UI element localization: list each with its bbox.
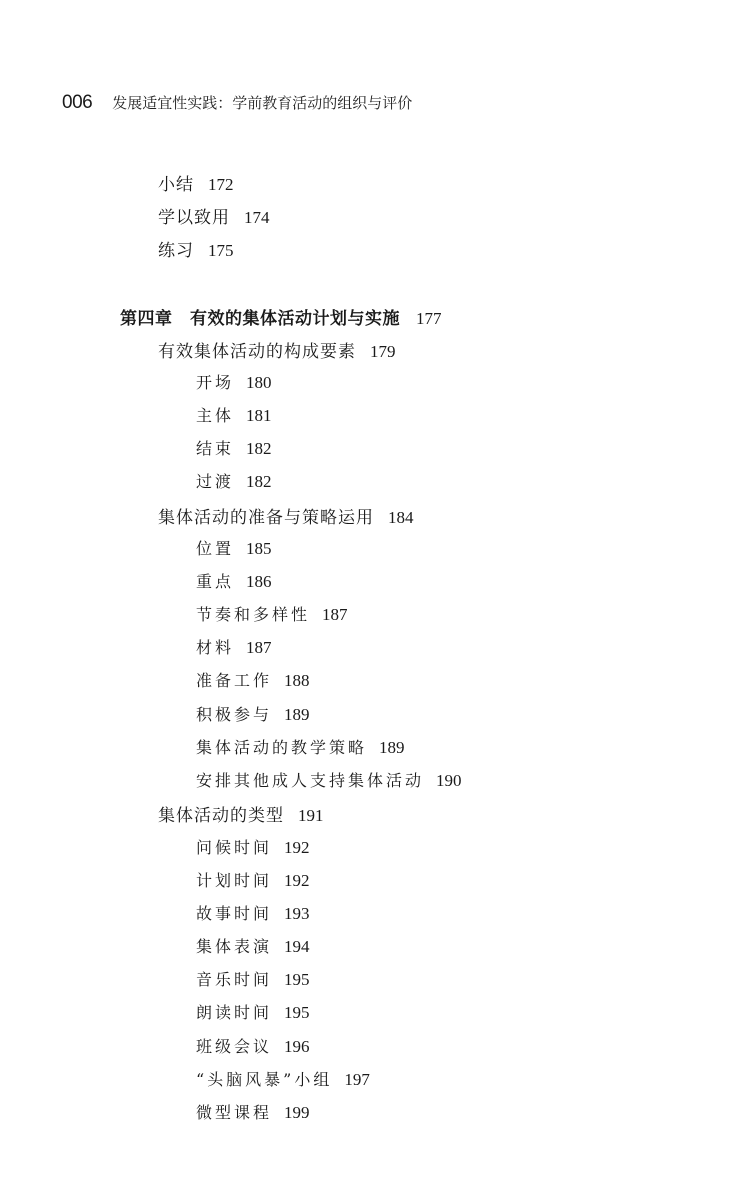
toc-entry-title: 练习 [158, 241, 194, 261]
toc-section-title: 有效集体活动的构成要素 [158, 342, 356, 362]
toc-subsection [196, 635, 272, 658]
toc-subsection [196, 436, 272, 459]
toc-subsection-title: 集体活动的教学策略 [196, 738, 368, 757]
toc-entry-application [158, 203, 270, 228]
toc-subsection-page: 187 [322, 605, 348, 624]
toc-subsection-title: 材料 [196, 638, 235, 657]
toc-section [158, 801, 324, 826]
toc-subsection [196, 967, 310, 990]
toc-subsection-page: 189 [284, 705, 310, 724]
toc-subsection-title: 重点 [196, 572, 235, 591]
toc-subsection-page: 185 [246, 539, 272, 558]
toc-subsection-title: 微型课程 [196, 1103, 273, 1122]
toc-subsection [196, 370, 272, 393]
toc-subsection-page: 195 [284, 970, 310, 989]
toc-section-title: 集体活动的准备与策略运用 [158, 508, 374, 528]
toc-section-title: 集体活动的类型 [158, 806, 284, 826]
toc-subsection [196, 1100, 310, 1123]
toc-subsection-title: 主体 [196, 406, 235, 425]
toc-subsection-page: 180 [246, 373, 272, 392]
toc-subsection [196, 569, 272, 592]
toc-subsection-page: 190 [436, 771, 462, 790]
toc-subsection-title: 音乐时间 [196, 970, 273, 989]
toc-subsection-title: 积极参与 [196, 705, 273, 724]
toc-subsection-title: 准备工作 [196, 671, 273, 690]
toc-subsection-page: 181 [246, 406, 272, 425]
toc-subsection [196, 901, 310, 924]
toc-subsection [196, 602, 348, 625]
toc-section-page: 191 [298, 806, 324, 825]
toc-subsection [196, 668, 310, 691]
toc-subsection-title: 开场 [196, 373, 235, 392]
toc-subsection [196, 1034, 310, 1057]
toc-subsection-page: 196 [284, 1037, 310, 1056]
toc-subsection-page: 189 [379, 738, 405, 757]
toc-subsection [196, 1067, 370, 1090]
toc-section-page: 184 [388, 508, 414, 527]
toc-subsection-title: 安排其他成人支持集体活动 [196, 771, 425, 790]
toc-entry-page: 172 [208, 175, 234, 194]
toc-section-page: 179 [370, 342, 396, 361]
toc-subsection-title: 班级会议 [196, 1037, 273, 1056]
toc-subsection-page: 193 [284, 904, 310, 923]
toc-subsection-page: 194 [284, 937, 310, 956]
toc-subsection-title: 过渡 [196, 472, 235, 491]
toc-subsection [196, 934, 310, 957]
toc-subsection-title: 结束 [196, 439, 235, 458]
toc-subsection-title: 节奏和多样性 [196, 605, 311, 624]
toc-subsection-page: 192 [284, 838, 310, 857]
toc-subsection-page: 192 [284, 871, 310, 890]
toc-subsection-title: 故事时间 [196, 904, 273, 923]
toc-entry-title: 学以致用 [158, 208, 230, 228]
toc-section [158, 503, 414, 528]
toc-subsection [196, 702, 310, 725]
toc-chapter-heading [120, 304, 442, 329]
toc-subsection-title: 集体表演 [196, 937, 273, 956]
toc-entry-exercises [158, 236, 234, 261]
toc-subsection [196, 868, 310, 891]
toc-subsection-page: 197 [344, 1070, 370, 1089]
toc-subsection-page: 182 [246, 472, 272, 491]
toc-subsection-title: 计划时间 [196, 871, 273, 890]
toc-subsection [196, 403, 272, 426]
toc-entry-page: 175 [208, 241, 234, 260]
toc-subsection-page: 199 [284, 1103, 310, 1122]
toc-subsection-title: 位置 [196, 539, 235, 558]
toc-subsection [196, 735, 405, 758]
running-title: 发展适宜性实践：学前教育活动的组织与评价 [112, 94, 413, 112]
toc-subsection [196, 469, 272, 492]
toc-subsection-page: 188 [284, 671, 310, 690]
toc-section [158, 337, 396, 362]
toc-subsection-page: 182 [246, 439, 272, 458]
toc-subsection [196, 768, 462, 791]
toc-chapter-page: 177 [416, 309, 442, 328]
toc-subsection-title: 问候时间 [196, 838, 273, 857]
page-header [62, 92, 412, 116]
toc-chapter-title: 第四章 有效的集体活动计划与实施 [120, 309, 400, 329]
toc-subsection-page: 195 [284, 1003, 310, 1022]
toc-subsection-title: “头脑风暴”小组 [196, 1070, 333, 1089]
toc-entry-summary [158, 170, 234, 195]
toc-entry-title: 小结 [158, 175, 194, 195]
toc-subsection [196, 835, 310, 858]
toc-subsection [196, 1000, 310, 1023]
toc-subsection-title: 朗读时间 [196, 1003, 273, 1022]
toc-subsection-page: 187 [246, 638, 272, 657]
page-number: 006 [62, 92, 93, 113]
toc-subsection-page: 186 [246, 572, 272, 591]
toc-subsection [196, 536, 272, 559]
toc-entry-page: 174 [244, 208, 270, 227]
